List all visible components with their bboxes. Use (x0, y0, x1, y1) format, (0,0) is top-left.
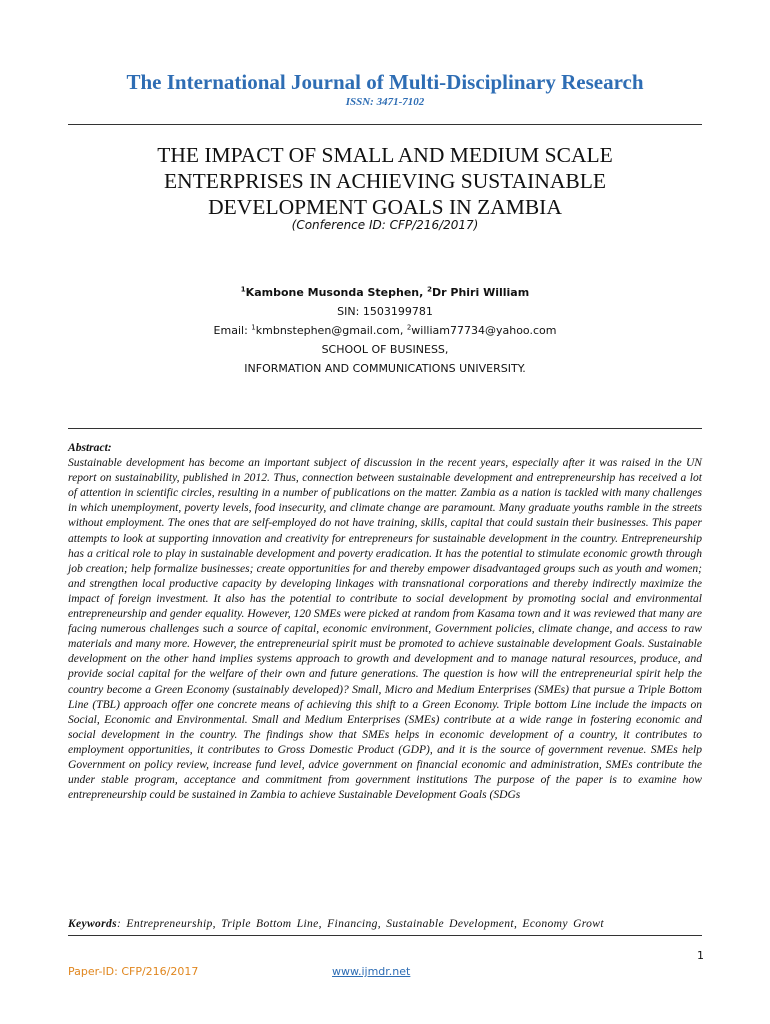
author-emails (0, 321, 770, 340)
keywords-rule (68, 935, 702, 936)
author-sin: SIN: 1503199781 (337, 305, 433, 318)
paper-title (90, 142, 680, 220)
footer-website-link[interactable]: www.ijmdr.net (332, 965, 411, 978)
paper-title-line: DEVELOPMENT GOALS IN ZAMBIA (208, 195, 562, 219)
author-school: SCHOOL OF BUSINESS, (321, 343, 449, 356)
header-rule (68, 124, 702, 125)
author1-affiliation-mark: 1 (240, 285, 246, 294)
email2-mark: 2 (406, 323, 412, 332)
author-names (0, 283, 770, 302)
email2: william77734@yahoo.com (411, 324, 557, 337)
keywords (68, 918, 702, 930)
author-university: INFORMATION AND COMMUNICATIONS UNIVERSITY. (244, 362, 526, 375)
email1: kmbnstephen@gmail.com, (255, 324, 407, 337)
email-label: Email: (213, 324, 252, 337)
author1-name: Kambone Musonda Stephen, (245, 286, 428, 299)
email1-mark: 1 (251, 323, 256, 332)
paper-title-line: THE IMPACT OF SMALL AND MEDIUM SCALE (157, 143, 613, 167)
abstract-rule (68, 428, 702, 429)
paper-title-line: ENTERPRISES IN ACHIEVING SUSTAINABLE (163, 169, 607, 193)
author-block (0, 283, 770, 378)
page-number: 1 (697, 949, 704, 962)
author2-affiliation-mark: 2 (427, 285, 432, 294)
keywords-label: Keywords (68, 918, 117, 930)
abstract-text: Sustainable development has become an important subject of discussion in the recent years, especially after it was raised in the UN report on sustainability, published in 2012. Thus, connection between sustainable development and entrepreneurship has received a lot of attention in scientific circles, resulting in a number of publications on the matter. Zambia as a nation is tackled with many challenges in which unemployment, poverty levels, food insecurity, and climate change are paramount. Many graduate youths ramble in the streets without employment. The ones that are self-employed do not have training, skills, capital that could sustain their businesses. This paper attempts to look at supporting innovation and creativity for entrepreneurs for sustainable development in the country. Entrepreneurship has a critical role to play in sustainable development and poverty eradication. It has the potential to stimulate economic growth through job creation; help formalize businesses; create opportunities for and thereby empower disadvantaged groups such as youth and women; and strengthen local productive capacity by developing linkages with transnational corporations and thereby indirectly maximize the impact of foreign investment. It also has the potential to contribute to social development by promoting social and environmental entrepreneurship and gender equality. However, 120 SMEs were picked at random from Kasama town and it was reviewed that many are facing numerous challenges such a source of capital, economic environment, Government policies, climate change, and access to raw materials and many more. However, the entrepreneurial spirit must be promoted to achieve sustainable development Goals. Sustainable development on the other hand implies systems approach to growth and development and to manage natural resources, produce, and provide social capital for the welfare of their own and future generations. The question is how will the entrepreneurial spirit help the country become a Green Economy (sustainably developed)? Small, Micro and Medium Enterprises (SMEs) that pursue a Triple Bottom Line (TBL) approach offer one concrete means of achieving this shift to a Green Economy. Triple bottom Line include the impacts on Social, Economic and Environmental. Small and Medium Enterprises (SMEs) contribute at a wide range in fostering economic and social development in the country. The findings show that SMEs helps in economic development of a country, it contributes to employment opportunities, it contributes to Gross Domestic Product (GDP), and it is the source of government revenue. SMEs help Government on policy review, increase fund level, advice government on financial economic and administration, SMEs contribute the under stable program, acceptance and commitment from government institutions The purpose of the paper is to examine how entrepreneurship could be sustained in Zambia to achieve Sustainable Development Goals (SDGs (68, 457, 702, 802)
journal-issn: ISSN: 3471-7102 (345, 96, 425, 108)
keywords-text: : Entrepreneurship, Triple Bottom Line, Financing, Sustainable Development, Economy Growt (117, 918, 604, 930)
footer-paper-id: Paper-ID: CFP/216/2017 (68, 965, 199, 978)
abstract-label: Abstract: (68, 442, 112, 454)
conference-id: (Conference ID: CFP/216/2017) (291, 218, 479, 232)
abstract (68, 441, 702, 803)
author2-name: Dr Phiri William (432, 286, 530, 299)
journal-title: The International Journal of Multi-Disciplinary Research (126, 70, 644, 94)
